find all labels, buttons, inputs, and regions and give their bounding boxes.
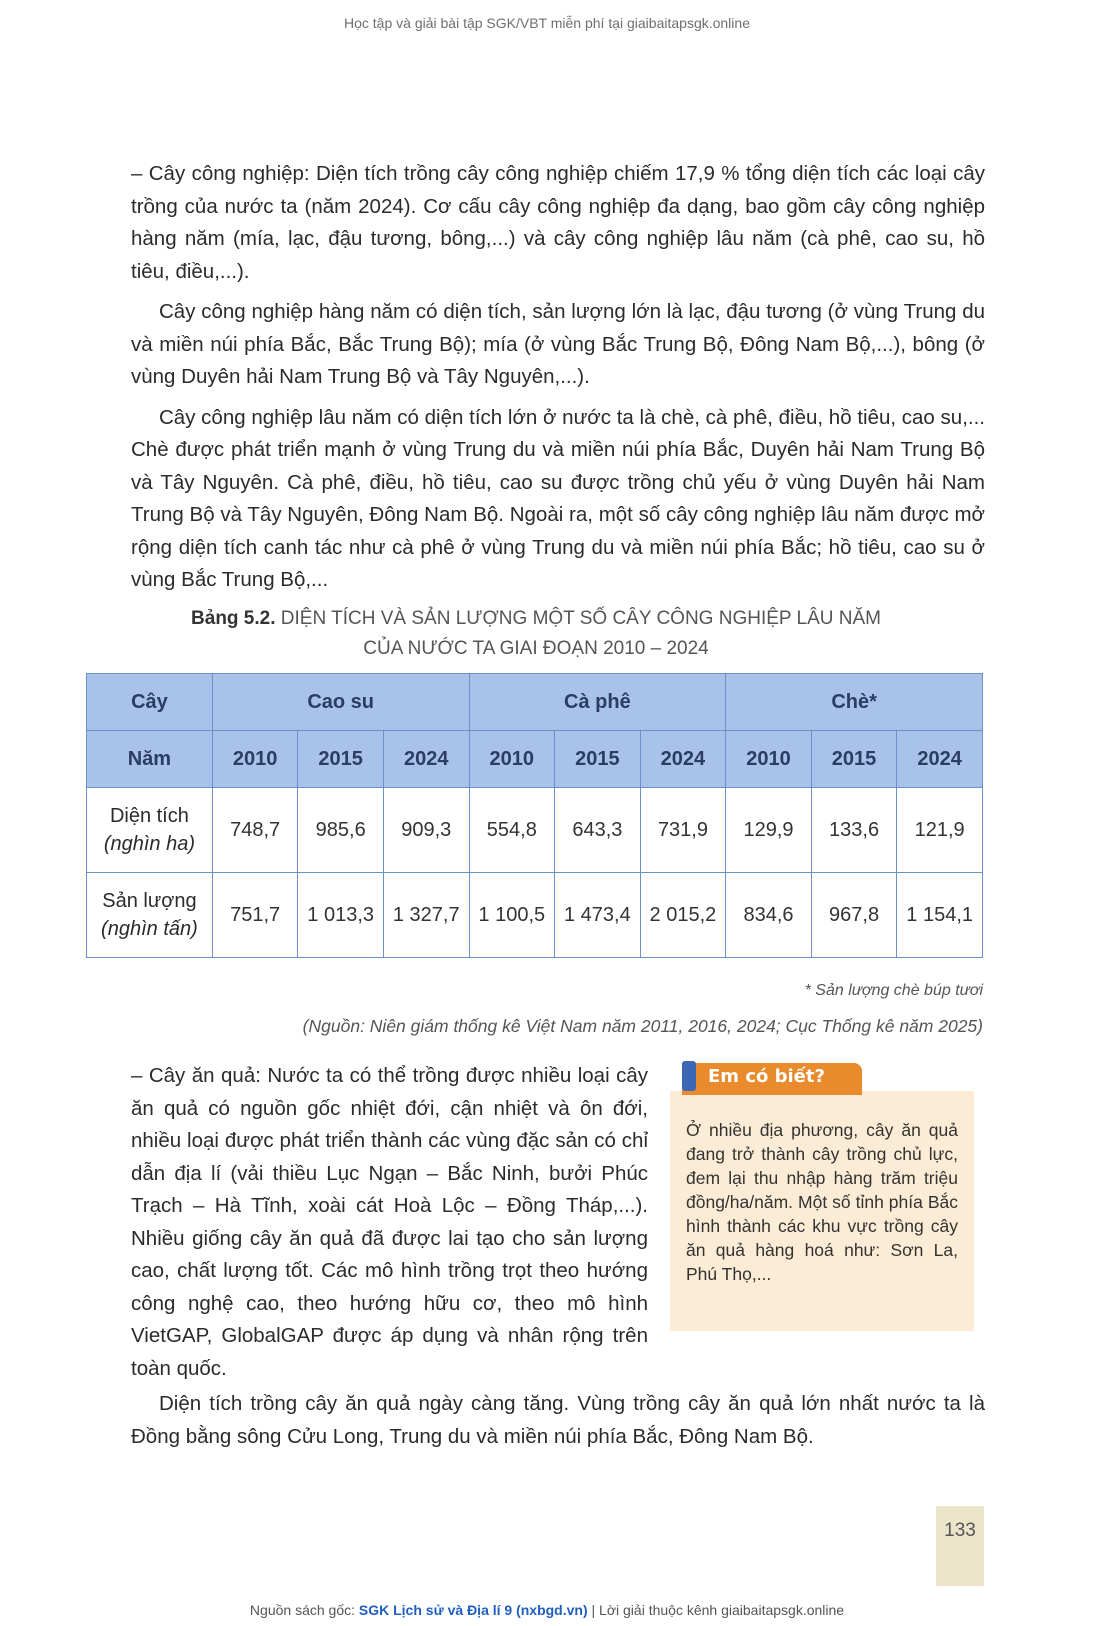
page-number: 133 — [944, 1520, 976, 1541]
header-year: Năm — [87, 731, 213, 788]
footer-prefix: Nguồn sách gốc: — [249, 1602, 359, 1618]
row-label-unit: (nghìn tấn) — [101, 918, 198, 940]
table-cell: 1 327,7 — [383, 873, 469, 958]
info-box-tab — [682, 1063, 862, 1095]
year-cell: 2010 — [469, 731, 555, 788]
table-cell: 1 154,1 — [897, 873, 983, 958]
table-cell: 834,6 — [726, 873, 812, 958]
footer-book-link[interactable]: SGK Lịch sử và Địa lí 9 (nxbgd.vn) — [358, 1602, 588, 1618]
crop-table — [86, 673, 983, 958]
page-number-tab — [936, 1506, 984, 1586]
bookmark-icon — [682, 1061, 696, 1091]
table-cell: 121,9 — [897, 788, 983, 873]
table-caption — [86, 604, 986, 664]
header-crop-tea: Chè* — [726, 674, 983, 731]
table-cell: 1 473,4 — [555, 873, 641, 958]
table-caption-line2: CỦA NƯỚC TA GIAI ĐOẠN 2010 – 2024 — [363, 638, 709, 659]
table-cell: 129,9 — [726, 788, 812, 873]
year-cell: 2024 — [897, 731, 983, 788]
table-cell: 133,6 — [811, 788, 897, 873]
top-banner: Học tập và giải bài tập SGK/VBT miễn phí tại giaibaitapsgk.online — [344, 15, 750, 31]
header-crop-coffee: Cà phê — [469, 674, 726, 731]
paragraph-industrial-crops: – Cây công nghiệp: Diện tích trồng cây công nghiệp chiếm 17,9 % tổng diện tích các loại cây trồng của nước ta (năm 2024). Cơ cấu cây công nghiệp đa dạng, bao gồm cây công nghiệp hàng năm (mía, lạc, đậu tương, bông,...) và cây công nghiệp lâu năm (cà phê, cao su, hồ tiêu, điều,...). — [131, 162, 985, 283]
table-header-row-crops — [87, 674, 983, 731]
paragraph-fruit-trees: – Cây ăn quả: Nước ta có thể trồng được nhiều loại cây ăn quả có nguồn gốc nhiệt đới, cận nhiệt và ôn đới, nhiều loại được phát triển thành các vùng đặc sản có chỉ dẫn địa lí (vải thiều Lục Ngạn – Bắc Ninh, bưởi Phúc Trạch – Hà Tĩnh, xoài cát Hoà Lộc – Đồng Tháp,...). Nhiều giống cây ăn quả đã được lai tạo cho sản lượng cao, chất lượng tốt. Các mô hình trồng trọt theo hướng công nghệ cao, theo hướng hữu cơ, theo mô hình VietGAP, GlobalGAP được áp dụng và nhân rộng trên toàn quốc. — [131, 1064, 648, 1380]
header-crop-rubber: Cao su — [212, 674, 469, 731]
year-cell: 2010 — [726, 731, 812, 788]
paragraph-perennial-crops: Cây công nghiệp lâu năm có diện tích lớn ở nước ta là chè, cà phê, điều, hồ tiêu, cao su,... Chè được phát triển mạnh ở vùng Trung du và miền núi phía Bắc, Duyên hải Nam Trung Bộ và Tây Nguyên. Cà phê, điều, hồ tiêu, cao su được trồng chủ yếu ở vùng Duyên hải Nam Trung Bộ và Tây Nguyên, Đông Nam Bộ. Ngoài ra, một số cây công nghiệp lâu năm được mở rộng diện tích canh tác như cà phê ở vùng Trung du và miền núi phía Bắc; hồ tiêu, cao su ở vùng Bắc Trung Bộ,... — [131, 405, 985, 591]
table-row-output — [87, 873, 983, 958]
year-cell: 2024 — [383, 731, 469, 788]
table-caption-label: Bảng 5.2. — [191, 608, 276, 629]
table-source: (Nguồn: Niên giám thống kê Việt Nam năm 2011, 2016, 2024; Cục Thống kê năm 2025) — [302, 1016, 983, 1036]
year-cell: 2024 — [640, 731, 726, 788]
table-footnote: * Sản lượng chè búp tươi — [804, 982, 983, 999]
table-row-area — [87, 788, 983, 873]
footer-suffix: | Lời giải thuộc kênh giaibaitapsgk.online — [587, 1602, 845, 1618]
row-label-output — [87, 873, 213, 958]
info-box-text: Ở nhiều địa phương, cây ăn quả đang trở thành cây trồng chủ lực, đem lại thu nhập hàng trăm triệu đồng/ha/năm. Một số tỉnh phía Bắc hình thành các khu vực trồng cây ăn quả hàng hoá như: Sơn La, Phú Thọ,... — [686, 1120, 958, 1284]
year-cell: 2015 — [555, 731, 641, 788]
table-cell: 554,8 — [469, 788, 555, 873]
year-cell: 2015 — [811, 731, 897, 788]
table-cell: 1 100,5 — [469, 873, 555, 958]
table-caption-line1: DIỆN TÍCH VÀ SẢN LƯỢNG MỘT SỐ CÂY CÔNG NGHIỆP LÂU NĂM — [280, 608, 881, 629]
table-cell: 643,3 — [555, 788, 641, 873]
header-crop: Cây — [87, 674, 213, 731]
row-label-text: Sản lượng — [102, 890, 197, 912]
year-cell: 2015 — [298, 731, 384, 788]
table-cell: 909,3 — [383, 788, 469, 873]
table-cell: 731,9 — [640, 788, 726, 873]
paragraph-annual-crops: Cây công nghiệp hàng năm có diện tích, sản lượng lớn là lạc, đậu tương (ở vùng Trung du và miền núi phía Bắc, Bắc Trung Bộ); mía (ở vùng Bắc Trung Bộ, Đông Nam Bộ,...), bông (ở vùng Duyên hải Nam Trung Bộ và Tây Nguyên,...). — [131, 300, 985, 388]
table-cell: 1 013,3 — [298, 873, 384, 958]
table-cell: 748,7 — [212, 788, 298, 873]
paragraph-fruit-area: Diện tích trồng cây ăn quả ngày càng tăng. Vùng trồng cây ăn quả lớn nhất nước ta là Đồng bằng sông Cửu Long, Trung du và miền núi phía Bắc, Đông Nam Bộ. — [131, 1392, 985, 1448]
table-cell: 751,7 — [212, 873, 298, 958]
year-cell: 2010 — [212, 731, 298, 788]
bottom-banner — [0, 1602, 1094, 1618]
row-label-text: Diện tích — [109, 805, 189, 827]
row-label-area — [87, 788, 213, 873]
table-cell: 967,8 — [811, 873, 897, 958]
table-cell: 2 015,2 — [640, 873, 726, 958]
row-label-unit: (nghìn ha) — [103, 833, 195, 855]
table-cell: 985,6 — [298, 788, 384, 873]
info-box-title: Em có biết? — [708, 1066, 825, 1087]
table-header-row-years — [87, 731, 983, 788]
body-text — [131, 158, 985, 605]
